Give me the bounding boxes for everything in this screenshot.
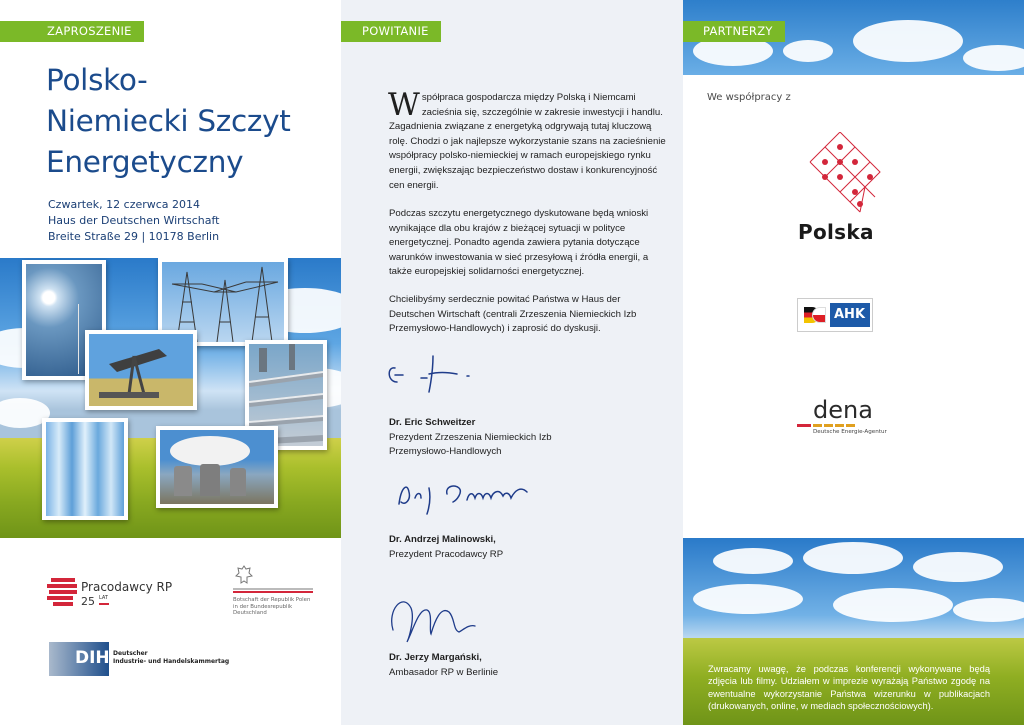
welcome-paragraph-3: Chcielibyśmy serdecznie powitać Państwa w Haus der Deutschen Wirtschaft (centrali Zrzeszenia Niemieckich Izb Przemysłowo-Handlowych) i zaprosić do dyskusji. bbox=[389, 294, 637, 335]
welcome-panel bbox=[341, 0, 683, 725]
pracodawcy-years: 25 bbox=[81, 595, 95, 608]
dena-subtitle: Deutsche Energie-Agentur bbox=[813, 429, 887, 435]
pracodawcy-lat: LAT bbox=[99, 595, 108, 601]
dihk-logo: DIHK Deutscher Industrie- und Handelskammertag bbox=[49, 642, 249, 676]
dena-logo bbox=[797, 396, 917, 440]
signatory-3: Dr. Jerzy Margański, Ambasador RP w Berlinie bbox=[389, 652, 499, 678]
signature-malinowski bbox=[381, 474, 561, 519]
pracodawcy-mark-icon bbox=[47, 578, 79, 606]
pracodawcy-name: Pracodawcy RP bbox=[81, 580, 173, 594]
photo-power-plant bbox=[156, 426, 278, 508]
ahk-mark: AHK bbox=[830, 303, 870, 327]
signature-schweitzer bbox=[381, 348, 501, 398]
title-line: Energetyczny bbox=[46, 145, 244, 179]
embassy-logo bbox=[233, 565, 333, 625]
dena-wordmark: dena bbox=[813, 396, 873, 424]
title-line: Niemiecki Szczyt bbox=[46, 104, 291, 138]
signatory-1: Dr. Eric Schweitzer Prezydent Zrzeszenia Niemieckich Izb Przemysłowo-Handlowych bbox=[389, 417, 552, 458]
partners-panel bbox=[683, 0, 1024, 725]
photo-consent-note: Zwracamy uwagę, że podczas konferencji wykonywane będą zdjęcia lub filmy. Udziałem w imprezie wyrażają Państwo zgodę na ewentualne wykorzystanie Państwa wizerunku w publikacjach (drukowanych, online, w mediach społecznościowych). bbox=[708, 664, 990, 712]
event-address: Breite Straße 29 | 10178 Berlin bbox=[48, 230, 220, 243]
polska-wordmark: Polska bbox=[798, 220, 874, 244]
landscape-image bbox=[0, 258, 341, 538]
welcome-paragraph-2: Podczas szczytu energetycznego dyskutowane będą wnioski wynikające dla obu krajów z bieżącej sytuacji w polityce energetycznej. Ponadto agenda zawiera pytania dotyczące warunków inwestowania w sieć przesyłową i źródła energii, a także europejskiej solidarności energetycznej. bbox=[389, 208, 649, 278]
ahk-logo bbox=[797, 298, 873, 332]
embassy-text: Botschaft der Republik Polen in der Bundesrepublik Deutschland bbox=[233, 597, 311, 617]
drop-cap: W bbox=[388, 87, 420, 123]
welcome-paragraph-1: Współpraca gospodarcza między Polską i Niemcami zacieśnia się, szczególnie w zakresie inwestycji i handlu. Zagadnienia związane z energetyką odgrywają tutaj kluczową rolę. Chodzi o jak najlepsze wykorzystanie szans na zacieśnienie współpracy polsko-niemieckiej w ramach europejskiego rynku energii, zwiększając bezpieczeństwo dostaw i konkurencyjność cen energii. bbox=[388, 87, 666, 191]
polska-logo bbox=[795, 132, 885, 247]
signature-marganski bbox=[381, 590, 501, 650]
photo-water-bottles bbox=[42, 418, 128, 520]
event-date: Czwartek, 12 czerwca 2014 bbox=[48, 198, 201, 211]
event-venue: Haus der Deutschen Wirtschaft bbox=[48, 214, 220, 227]
photo-oil-pump bbox=[85, 330, 197, 410]
invitation-panel bbox=[0, 0, 341, 725]
section-tag-welcome: POWITANIE bbox=[341, 21, 441, 42]
pracodawcy-logo bbox=[47, 578, 187, 608]
cooperation-label: We współpracy z bbox=[707, 92, 791, 103]
event-title bbox=[46, 60, 336, 183]
polish-eagle-icon bbox=[235, 565, 253, 585]
polska-pattern-icon bbox=[805, 132, 885, 217]
title-line: Polsko- bbox=[46, 63, 148, 97]
signatory-2: Dr. Andrzej Malinowski, Prezydent Pracodawcy RP bbox=[389, 534, 504, 560]
section-tag-invitation: ZAPROSZENIE bbox=[0, 21, 144, 42]
dihk-text: Deutscher Industrie- und Handelskammertag bbox=[113, 650, 230, 665]
section-tag-partners: PARTNERZY bbox=[683, 21, 785, 42]
event-details bbox=[48, 197, 220, 245]
